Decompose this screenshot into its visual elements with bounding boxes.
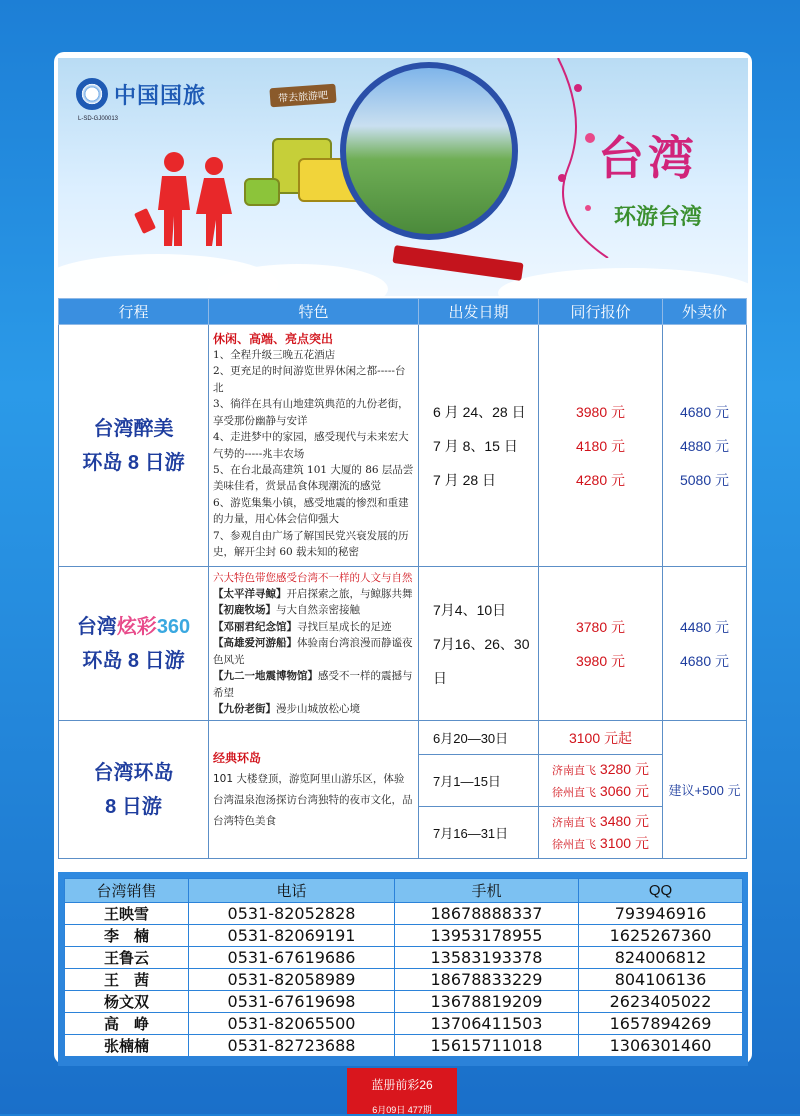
itinerary-header-row	[59, 299, 747, 325]
qq-number: 804106136	[579, 969, 743, 991]
feature-item: 6、游览集集小镇，感受地震的惨烈和重建的力量，用心体会信仰强大	[213, 496, 409, 526]
footer-issue-date: 6月09日 477期	[372, 1105, 432, 1115]
feature-item: 4、走进梦中的家园，感受现代与未来宏大气势的-----兆丰农场	[213, 431, 409, 460]
phone-number: 0531-82723688	[189, 1035, 395, 1057]
feature-item: 7、参观自由广场了解国民党兴衰发展的历史，解开尘封 60 载未知的秘密	[213, 529, 409, 558]
price-value: 3060 元	[599, 782, 649, 799]
price-value: 3280 元	[599, 760, 649, 777]
price-label: 徐州直飞	[552, 786, 597, 799]
qq-number: 1657894269	[579, 1013, 743, 1035]
retail-prices	[663, 325, 747, 567]
mobile-number: 13678819209	[395, 991, 579, 1013]
departure-date: 6月20—30日	[419, 721, 539, 755]
feature-item: 3、徜徉在具有山地建筑典范的九份老街，享受那份幽静与安详	[213, 398, 409, 427]
trade-price: 3980 元	[575, 403, 626, 420]
header-route: 行程	[59, 299, 209, 325]
trade-prices	[539, 325, 663, 567]
sales-name: 李 楠	[65, 925, 189, 947]
mobile-number: 15615711018	[395, 1035, 579, 1057]
travelers-icon	[134, 150, 254, 250]
mobile-number: 13583193378	[395, 947, 579, 969]
route-features	[209, 721, 419, 859]
suitcase-icon	[244, 178, 280, 206]
feature-item	[213, 701, 414, 717]
qq-number: 1306301460	[579, 1035, 743, 1057]
mobile-number: 13706411503	[395, 1013, 579, 1035]
trade-prices	[539, 755, 663, 807]
feature-tag: 【初鹿牧场】	[213, 604, 276, 617]
trade-prices	[539, 567, 663, 721]
trade-price	[539, 759, 662, 781]
route-features	[209, 325, 419, 567]
sales-contacts-panel	[58, 872, 748, 1066]
header-trade-price: 同行报价	[539, 299, 663, 325]
price-label: 济南直飞	[552, 816, 597, 829]
feature-tag: 【太平洋寻鲸】	[213, 588, 287, 601]
globe-icon	[76, 78, 108, 110]
feature-text: 寻找巨星成长的足迹	[297, 620, 392, 633]
retail-note: 建议+500 元	[663, 721, 747, 859]
retail-price: 4680 元	[679, 403, 730, 420]
header-phone: 电话	[189, 879, 395, 903]
feature-item: 1、全程升级三晚五花酒店	[213, 349, 336, 362]
departure-date: 7月4、10日	[433, 601, 507, 618]
brand-name: 中国国旅	[114, 82, 207, 108]
feature-title: 六大特色带您感受台湾不一样的人文与自然	[213, 571, 413, 584]
phone-number: 0531-82058989	[189, 969, 395, 991]
issue-footer	[347, 1068, 457, 1114]
table-row	[65, 1013, 743, 1035]
price-value: 3100 元	[599, 834, 649, 851]
route-features	[209, 567, 419, 721]
feature-item	[213, 586, 414, 602]
feature-item	[213, 619, 414, 635]
route-name-line2: 环岛 8 日游	[82, 649, 185, 672]
trade-price	[539, 781, 662, 803]
trade-price	[539, 833, 662, 855]
sales-header-row	[65, 879, 743, 903]
sales-name: 高 峥	[65, 1013, 189, 1035]
retail-prices	[663, 567, 747, 721]
sales-name: 王鲁云	[65, 947, 189, 969]
departure-dates	[419, 325, 539, 567]
feature-title: 休闲、高端、亮点突出	[213, 331, 334, 346]
departure-date: 7月16—31日	[419, 807, 539, 859]
phone-number: 0531-67619686	[189, 947, 395, 969]
feature-tag: 【邓丽君纪念馆】	[213, 620, 297, 633]
retail-price: 5080 元	[679, 471, 730, 488]
table-row	[65, 925, 743, 947]
sales-name: 王映雪	[65, 903, 189, 925]
sales-name: 张楠楠	[65, 1035, 189, 1057]
feature-text: 101 大楼登顶，游览阿里山游乐区，体验台湾温泉泡汤探访台湾独特的夜市文化，品台湾特色美食	[213, 772, 413, 827]
retail-price: 4480 元	[679, 618, 730, 635]
route-name-number: 360	[156, 615, 191, 638]
table-row	[59, 721, 747, 755]
feature-text: 体验南台湾浪漫而静谧夜色风光	[213, 637, 413, 666]
hikers-photo	[340, 62, 518, 240]
trade-price: 3980 元	[575, 652, 626, 669]
banner-title: 台湾	[598, 131, 698, 185]
header-mobile: 手机	[395, 879, 579, 903]
route-name	[59, 325, 209, 567]
header-features: 特色	[209, 299, 419, 325]
ribbon-decoration	[392, 245, 523, 281]
table-row	[65, 903, 743, 925]
feature-text: 与大自然亲密接触	[276, 604, 360, 617]
feature-text: 感受不一样的震撼与希望	[213, 670, 413, 699]
trade-prices	[539, 807, 663, 859]
route-name	[59, 567, 209, 721]
feature-tag: 【九份老街】	[213, 702, 276, 715]
feature-text: 漫步山城放松心境	[276, 702, 360, 715]
trade-price	[539, 811, 662, 833]
departure-date: 7月16、26、30日	[433, 635, 530, 686]
license-number: L-SD-GJ00013	[78, 116, 119, 122]
price-label: 济南直飞	[552, 764, 597, 777]
brand-logo	[76, 78, 206, 110]
table-row	[65, 969, 743, 991]
route-name-line1: 台湾醉美	[93, 417, 174, 440]
departure-date: 6 月 24、28 日	[433, 403, 526, 420]
table-row	[59, 567, 747, 721]
header-sales-name: 台湾销售	[65, 879, 189, 903]
route-name-line2: 环岛 8 日游	[82, 451, 185, 474]
feature-item	[213, 602, 414, 618]
trade-price: 4180 元	[575, 437, 626, 454]
itinerary-table-wrap	[58, 298, 748, 859]
phone-number: 0531-82069191	[189, 925, 395, 947]
mobile-number: 18678888337	[395, 903, 579, 925]
header-retail-price: 外卖价	[663, 299, 747, 325]
qq-number: 793946916	[579, 903, 743, 925]
route-name-line2: 8 日游	[105, 795, 162, 818]
trade-price: 3100 元起	[539, 721, 663, 755]
feature-item	[213, 635, 414, 668]
feature-text: 开启探索之旅，与鲸豚共舞	[286, 588, 413, 601]
qq-number: 824006812	[579, 947, 743, 969]
table-row	[59, 325, 747, 567]
table-row	[65, 947, 743, 969]
qq-number: 1625267360	[579, 925, 743, 947]
phone-number: 0531-82065500	[189, 1013, 395, 1035]
header-qq: QQ	[579, 879, 743, 903]
mobile-number: 18678833229	[395, 969, 579, 991]
trade-price: 4280 元	[575, 471, 626, 488]
route-name-colorful: 炫彩	[116, 615, 157, 638]
feature-item	[213, 668, 414, 701]
route-name-part: 台湾	[76, 615, 117, 638]
price-value: 3480 元	[599, 812, 649, 829]
qq-number: 2623405022	[579, 991, 743, 1013]
phone-number: 0531-82052828	[189, 903, 395, 925]
table-row	[65, 991, 743, 1013]
feature-title: 经典环岛	[213, 750, 262, 765]
feature-item: 5、在台北最高建筑 101 大厦的 86 层品尝美味佳肴，赏景品食体现潮流的感觉	[213, 463, 414, 493]
trade-price: 3780 元	[575, 618, 626, 635]
price-label: 徐州直飞	[552, 838, 597, 851]
cloud-shape	[498, 268, 748, 296]
feature-tag: 【九二一地震博物馆】	[213, 670, 318, 683]
table-row	[65, 1035, 743, 1057]
retail-price: 4880 元	[679, 437, 730, 454]
route-name-line1	[59, 610, 208, 644]
departure-date: 7 月 8、15 日	[433, 437, 518, 454]
banner	[58, 58, 748, 296]
itinerary-table	[58, 298, 747, 859]
banner-subtitle: 环游台湾	[614, 204, 703, 229]
departure-date: 7月1—15日	[419, 755, 539, 807]
mobile-number: 13953178955	[395, 925, 579, 947]
sales-name: 王 茜	[65, 969, 189, 991]
header-departure: 出发日期	[419, 299, 539, 325]
retail-price: 4680 元	[679, 652, 730, 669]
feature-tag: 【高雄爱河游船】	[213, 637, 297, 650]
footer-catalog: 蓝册前彩26	[371, 1078, 433, 1092]
sales-name: 杨文双	[65, 991, 189, 1013]
feature-item: 2、更充足的时间游览世界休闲之都-----台北	[213, 365, 406, 394]
signpost: 带去旅游吧	[269, 84, 336, 108]
departure-dates	[419, 567, 539, 721]
sales-contacts-table	[64, 878, 743, 1057]
route-name	[59, 721, 209, 859]
departure-date: 7 月 28 日	[433, 471, 497, 488]
phone-number: 0531-67619698	[189, 991, 395, 1013]
route-name-line1: 台湾环岛	[93, 761, 174, 784]
